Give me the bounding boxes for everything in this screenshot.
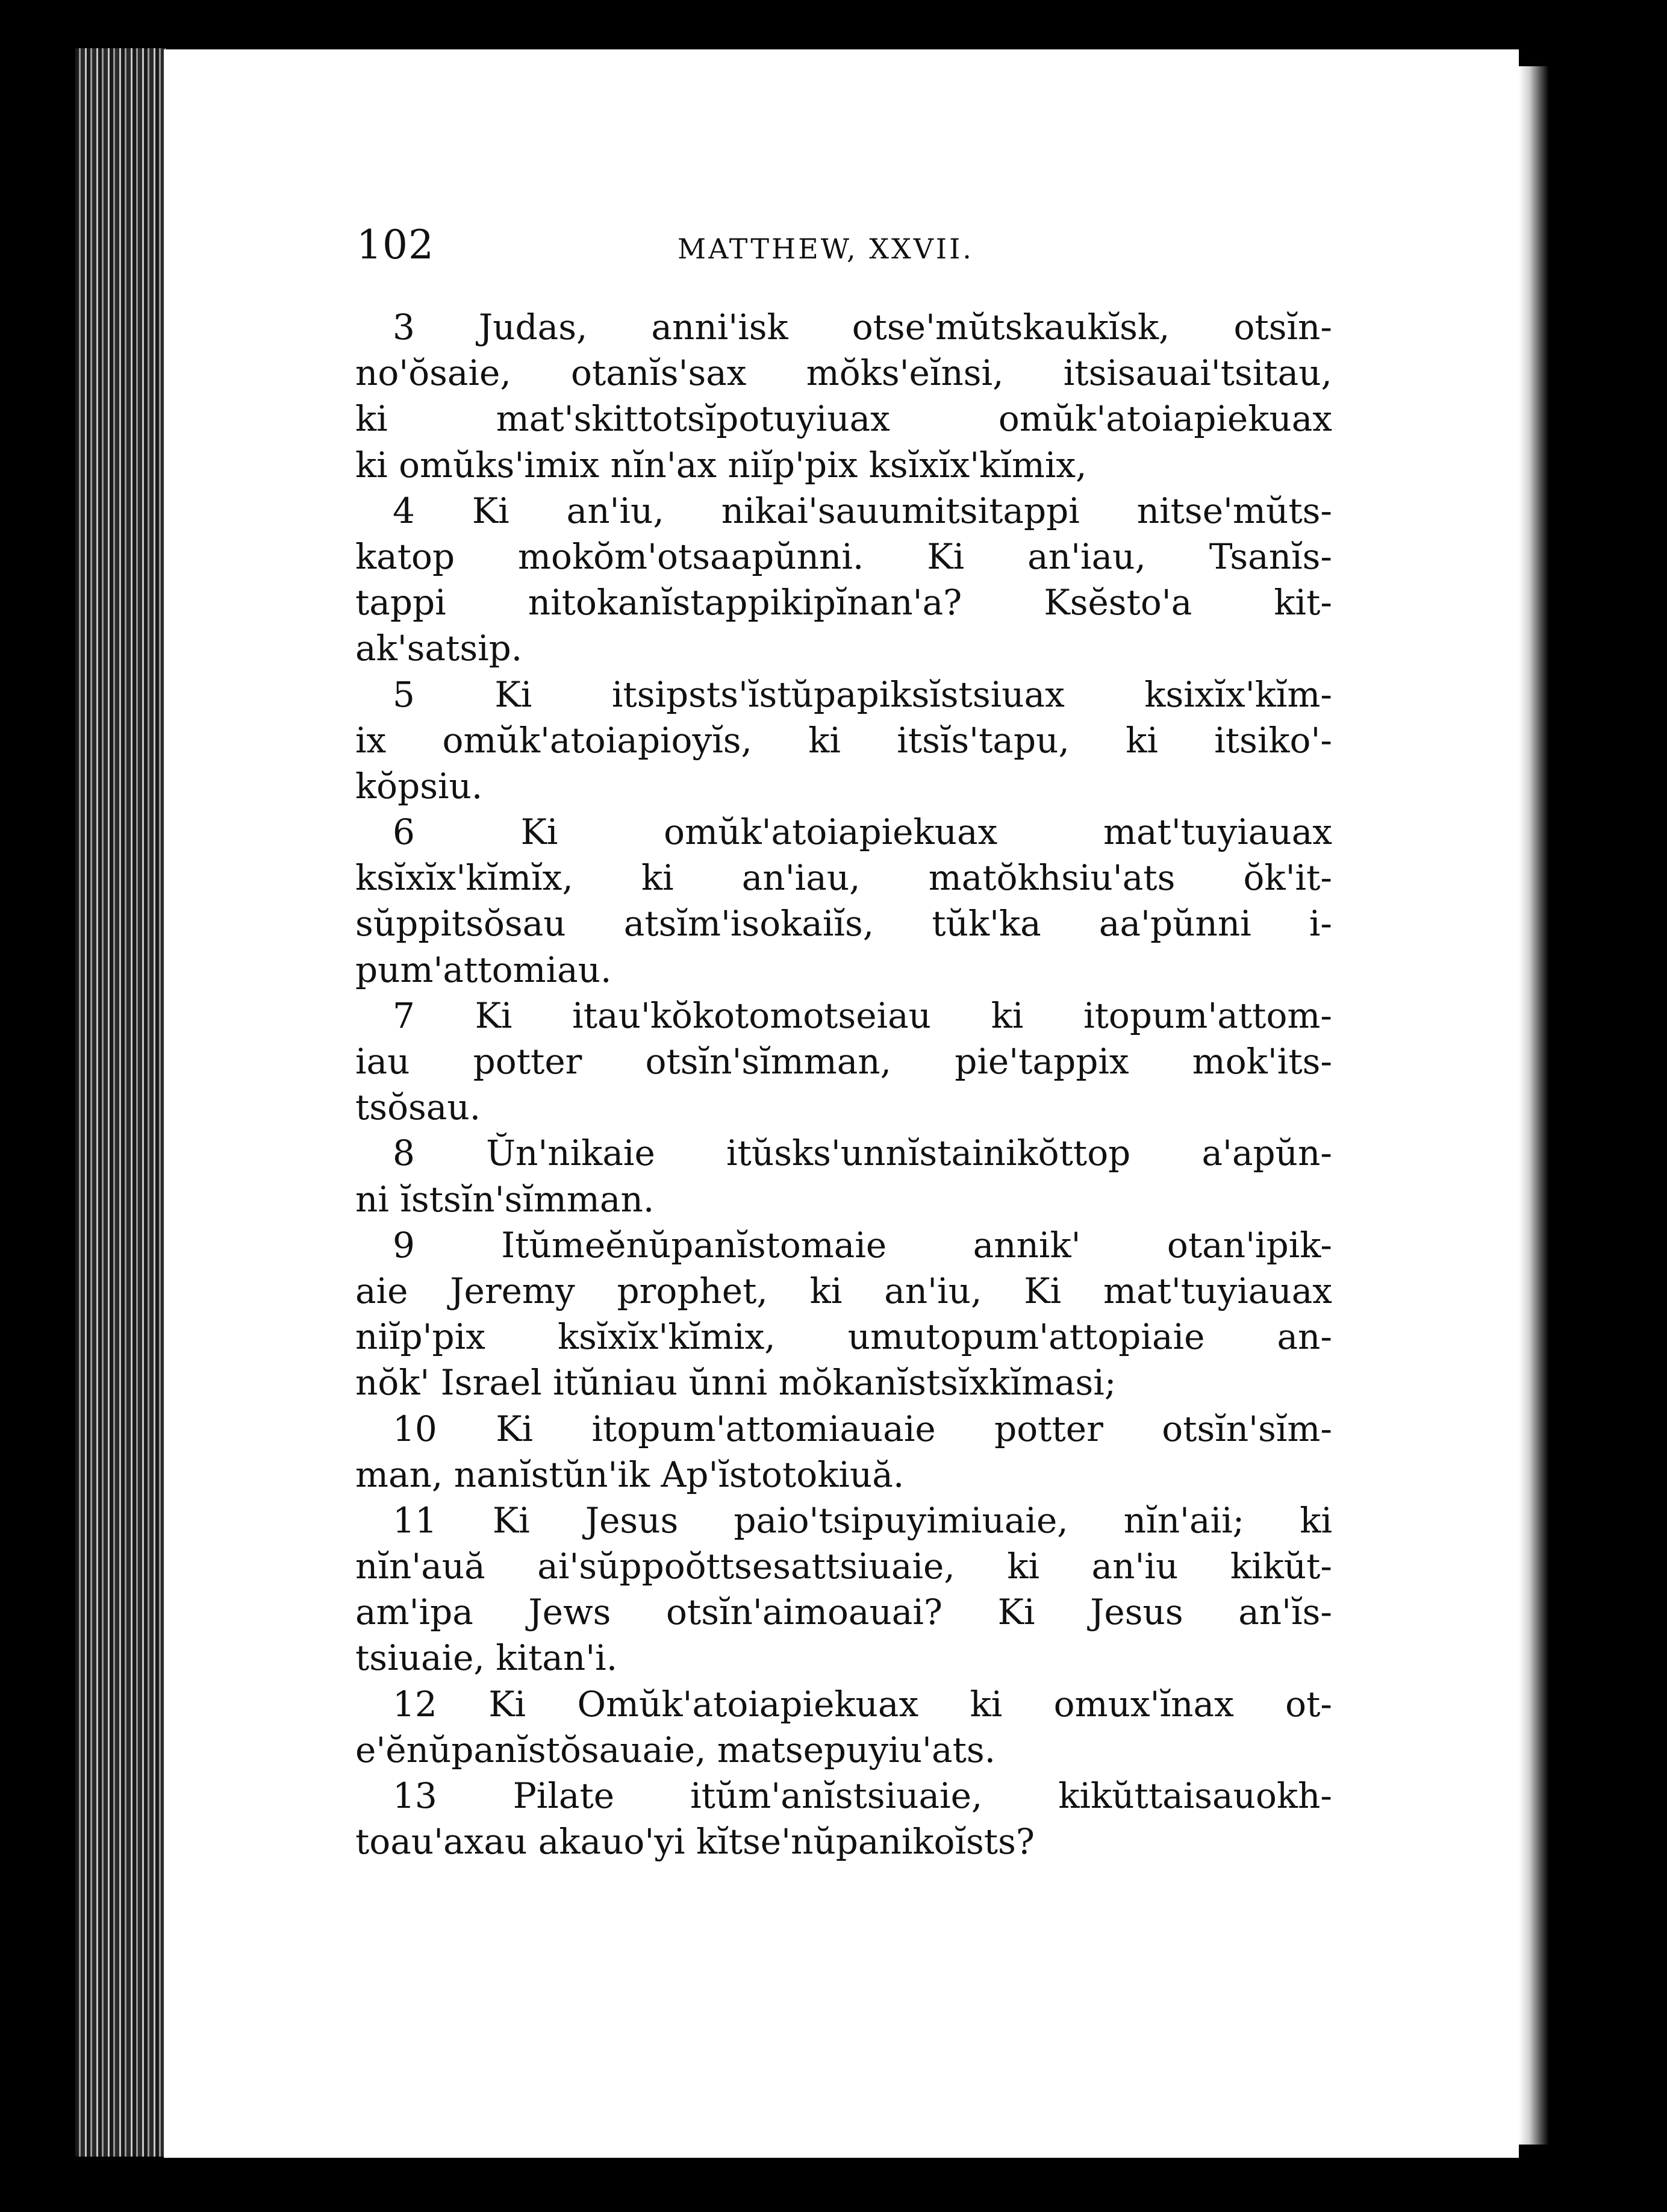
text-line: 12 Ki Omŭk'atoiapiekuax ki omux'ĭnax ot- [393,1683,1332,1725]
binding-gutter-shadow [1519,66,1549,2145]
text-line: aie Jeremy prophet, ki an'iu, Ki mat'tuyiauax [355,1270,1332,1311]
text-line: 5 Ki itsipsts'ĭstŭpapiksĭstsiuax ksixĭx'kĭm- [393,673,1332,715]
book-fore-edge [75,48,166,2157]
text-line: 13 Pilate itŭm'anĭstsiuaie, kikŭttaisauokh- [393,1775,1332,1816]
text-line: nĭn'auă ai'sŭppoŏttsesattsiuaie, ki an'iu kikŭt- [355,1546,1332,1587]
text-line: sŭppitsŏsau atsĭm'isokaiĭs, tŭk'ka aa'pŭnni i- [355,903,1332,945]
text-line: pum'attomiau. [355,949,612,990]
text-line: toau'axau akauo'yi kĭtse'nŭpanikoĭsts? [355,1821,1035,1863]
text-line: ak'satsip. [355,628,523,669]
text-line: katop mokŏm'otsaapŭnni. Ki an'iau, Tsanĭs- [355,536,1332,577]
text-line: 9 Itŭmeĕnŭpanĭstomaie annik' otan'ipik- [393,1224,1332,1266]
text-line: e'ĕnŭpanĭstŏsauaie, matsepuyiu'ats. [355,1729,996,1770]
text-line: am'ipa Jews otsĭn'aimoauai? Ki Jesus an'ĭs- [355,1592,1332,1633]
running-header [357,222,1139,282]
running-title: MATTHEW, XXVII. [678,233,974,265]
text-line: ni ĭstsĭn'sĭmman. [355,1178,655,1220]
text-line: niĭp'pix ksĭxĭx'kĭmix, umutopum'attopiaie an- [355,1316,1332,1358]
text-line: tsiuaie, kitan'i. [355,1637,618,1679]
text-line: ki mat'skittotsĭpotuyiuax omŭk'atoiapiekuax [355,398,1332,440]
body-text [355,304,1332,1864]
text-line: ki omŭks'imix nĭn'ax niĭp'pix ksĭxĭx'kĭmix, [355,444,1087,486]
text-line: kŏpsiu. [355,765,483,807]
text-line: no'ŏsaie, otanĭs'sax mŏks'eĭnsi, itsisauai'tsitau, [355,352,1332,394]
text-line: 11 Ki Jesus paio'tsipuyimiuaie, nĭn'aii; ki [393,1499,1332,1541]
text-line: 3 Judas, anni'isk otse'mŭtskaukĭsk, otsĭn- [393,307,1332,348]
text-line: tappi nitokanĭstappikipĭnan'a? Ksĕsto'a kit- [355,582,1332,623]
text-line: 10 Ki itopum'attomiauaie potter otsĭn'sĭm- [393,1408,1332,1449]
text-line: 8 Ŭn'nikaie itŭsks'unnĭstainikŏttop a'apŭn- [393,1133,1332,1174]
page-number: 102 [357,222,434,268]
text-line: 4 Ki an'iu, nikai'sauumitsitappi nitse'mŭts- [393,490,1332,531]
text-line: nŏk' Israel itŭniau ŭnni mŏkanĭstsĭxkĭmasi; [355,1362,1117,1404]
text-line: 7 Ki itau'kŏkotomotseiau ki itopum'attom- [393,995,1332,1036]
text-line: man, nanĭstŭn'ik Ap'ĭstotokiuă. [355,1454,905,1495]
text-line: ix omŭk'atoiapioyĭs, ki itsĭs'tapu, ki itsiko'- [355,719,1332,761]
text-line: iau potter otsĭn'sĭmman, pie'tappix mok'its- [355,1041,1332,1082]
text-line: 6 Ki omŭk'atoiapiekuax mat'tuyiauax [393,811,1332,853]
text-line: ksĭxĭx'kĭmĭx, ki an'iau, matŏkhsiu'ats ŏk'it- [355,857,1332,899]
text-line: tsŏsau. [355,1087,481,1128]
